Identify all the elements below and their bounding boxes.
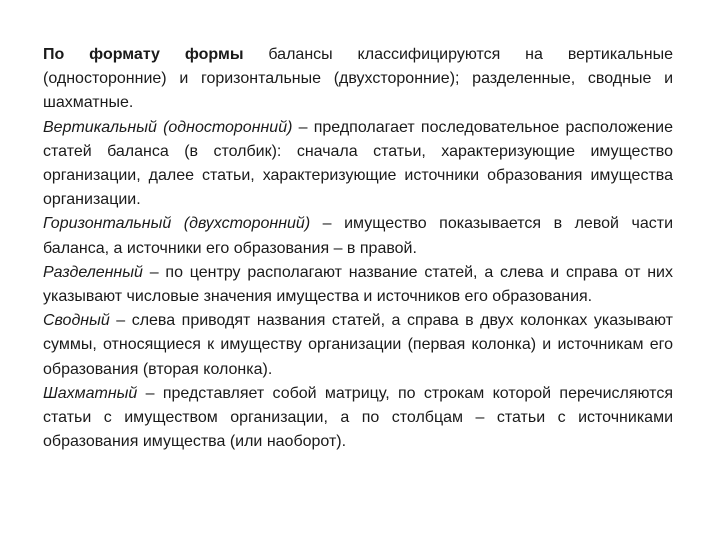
paragraph-summary — [43, 309, 673, 382]
definition-horizontal: – имущество показывается в левой части баланса, а источники его образования – в правой. — [43, 215, 673, 257]
definition-divided: – по центру располагают название статей, а слева и справа от них указывают числовые значения имущества и источников его образования. — [43, 263, 673, 306]
definition-summary: – слева приводят названия статей, а справа в двух колонках указывают суммы, относящиеся к имуществу организации (первая колонка) и источникам его образования (вторая колонка). — [43, 312, 673, 378]
paragraph-divided — [43, 261, 673, 309]
term-divided: Разделенный — [43, 263, 143, 281]
definition-chess: – представляет собой матрицу, по строкам которой перечисляются статьи с имуществом организации, а по столбцам – статьи с источниками образования имущества (или наоборот). — [43, 384, 673, 451]
text-body — [43, 43, 673, 454]
definition-vertical: – предполагает последовательное расположение статей баланса (в столбик): сначала статьи, характеризующие имущество организации, далее статьи, характеризующие источники образования имущества организации. — [43, 118, 673, 209]
term-horizontal: Горизонтальный (двухсторонний) — [43, 215, 311, 233]
term-summary: Сводный — [43, 312, 110, 330]
term-chess: Шахматный — [43, 384, 138, 402]
paragraph-horizontal — [43, 212, 673, 260]
term-vertical: Вертикальный (односторонний) — [43, 118, 293, 136]
paragraph-format-intro — [43, 43, 673, 116]
definition-by-format: балансы классифицируются на вертикальные (односторонние) и горизонтальные (двухсторонние); разделенные, сводные и шахматные. — [43, 46, 673, 112]
paragraph-vertical — [43, 116, 673, 213]
paragraph-chess — [43, 382, 673, 455]
term-by-format: По формату формы — [43, 46, 244, 63]
